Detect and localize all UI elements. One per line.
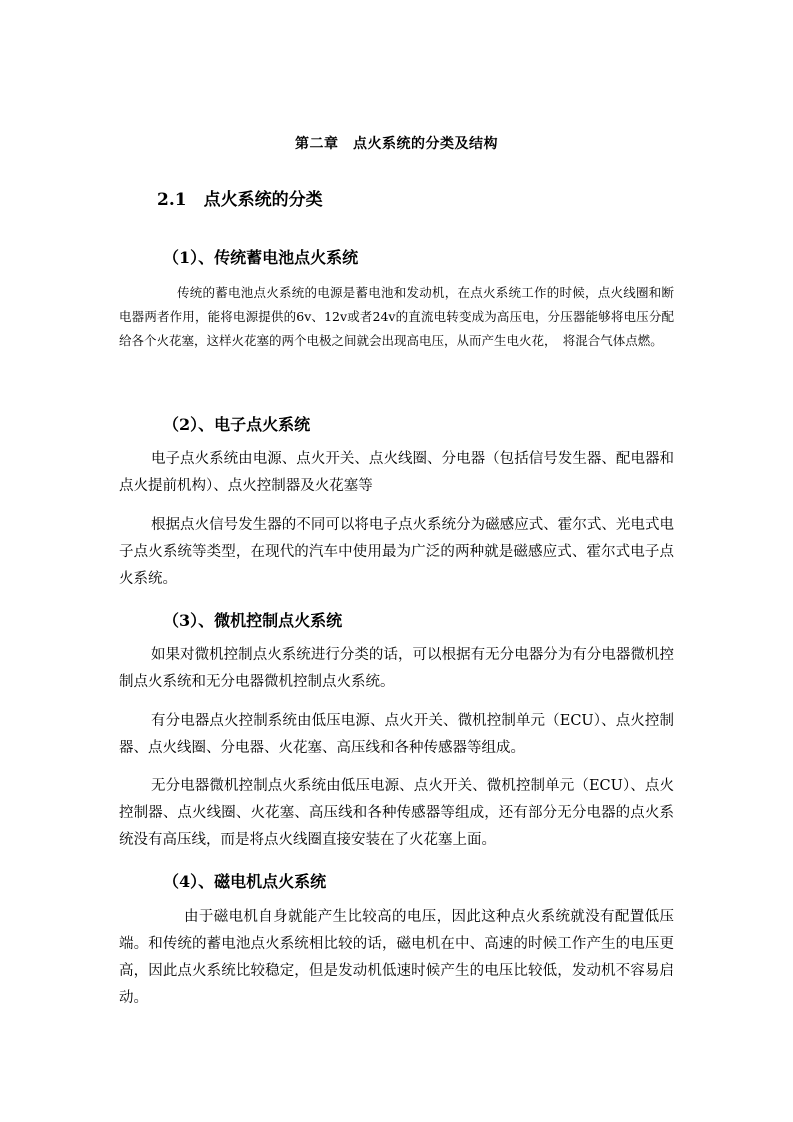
paragraph-with-distributor: 有分电器点火控制系统由低压电源、点火开关、微机控制单元（ECU）、点火控制器、点火线圈、分电器、火花塞、高压线和各种传感器等组成。 xyxy=(119,713,674,756)
paragraph-microcomputer-classification: 如果对微机控制点火系统进行分类的话，可以根据有无分电器分为有分电器微机控制点火系统和无分电器微机控制点火系统。 xyxy=(119,647,674,690)
section-title: 点火系统的分类 xyxy=(203,190,323,210)
paragraph-distributorless: 无分电器微机控制点火系统由低压电源、点火开关、微机控制单元（ECU）、点火控制器、点火线圈、火花塞、高压线和各种传感器等组成，还有部分无分电器的点火系统没有高压线，而是将点火线圈直接安装在了火花塞上面。 xyxy=(119,778,674,848)
subsection-heading-1: （1）、传统蓄电池点火系统 xyxy=(163,248,359,267)
chapter-title: 第二章 点火系统的分类及结构 xyxy=(295,136,498,152)
subsection-heading-4: （4）、磁电机点火系统 xyxy=(163,872,327,891)
paragraph-magneto-ignition: 由于磁电机自身就能产生比较高的电压，因此这种点火系统就没有配置低压端。和传统的蓄电池点火系统相比较的话，磁电机在中、高速的时候工作产生的电压更高，因此点火系统比较稳定，但是发动机低速时候产生的电压比较低，发动机不容易启动。 xyxy=(119,909,674,1006)
paragraph-electronic-ignition-types: 根据点火信号发生器的不同可以将电子点火系统分为磁感应式、霍尔式、光电式电子点火系统等类型，在现代的汽车中使用最为广泛的两种就是磁感应式、霍尔式电子点火系统。 xyxy=(119,517,674,587)
section-number: 2.1 xyxy=(157,190,187,210)
paragraph-electronic-ignition-components: 电子点火系统由电源、点火开关、点火线圈、分电器（包括信号发生器、配电器和点火提前机构）、点火控制器及火花塞等 xyxy=(119,451,674,494)
subsection-heading-3: （3）、微机控制点火系统 xyxy=(163,611,343,630)
section-heading xyxy=(157,185,323,210)
subsection-heading-2: （2）、电子点火系统 xyxy=(163,415,311,434)
paragraph-traditional-ignition: 传统的蓄电池点火系统的电源是蓄电池和发动机，在点火系统工作的时候，点火线圈和断电器两者作用，能将电源提供的6v、12v或者24v的直流电转变成为高压电，分压器能够将电压分配给各个火花塞，这样火花塞的两个电极之间就会出现高电压，从而产生电火花， 将混合气体点燃。 xyxy=(119,285,674,348)
